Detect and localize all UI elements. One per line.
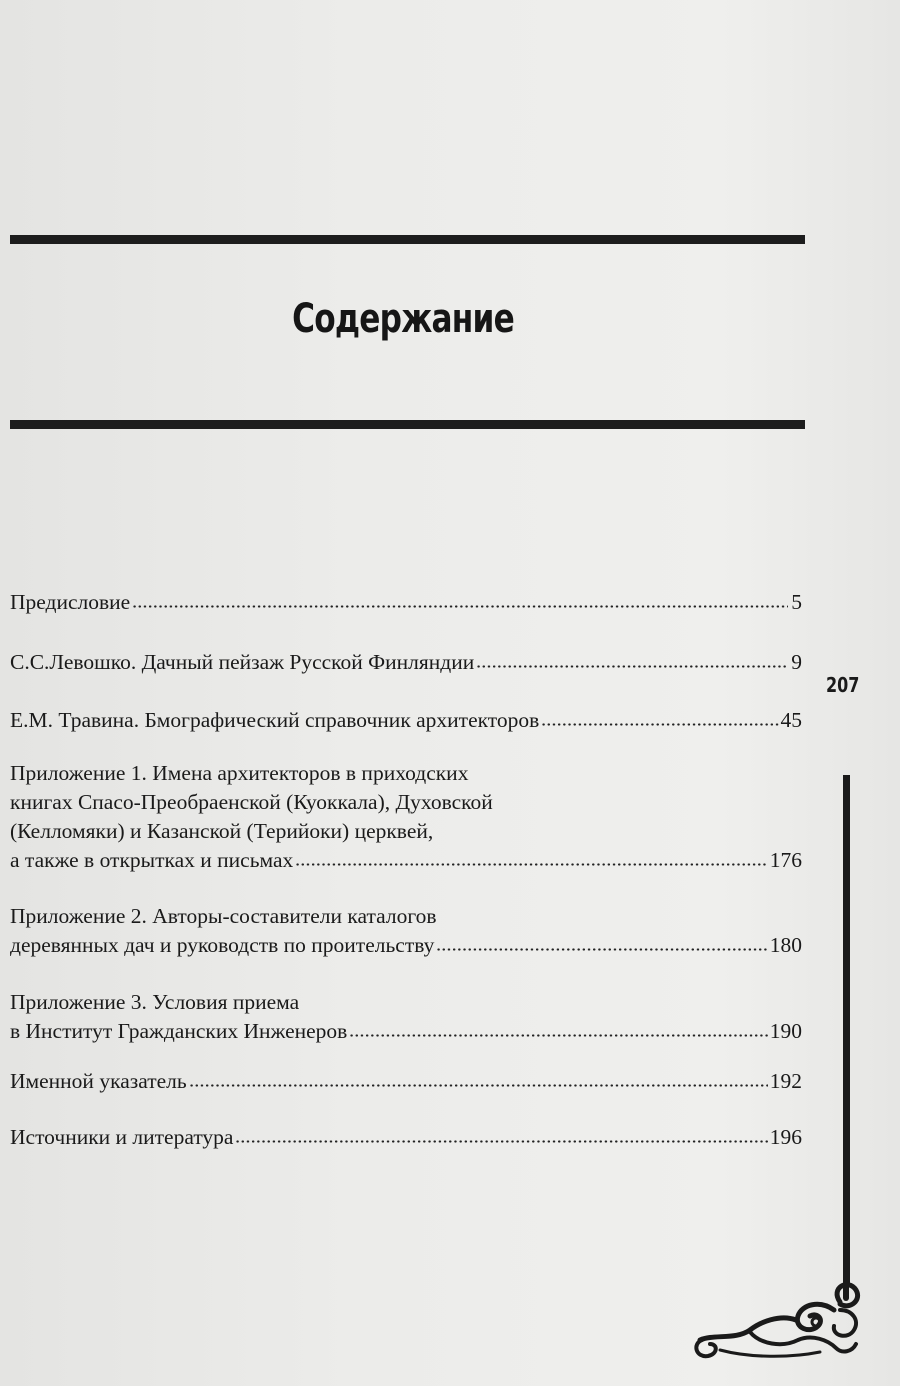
bottom-rule [10,420,805,429]
toc-entry-line: Приложение 1. Имена архитекторов в приходских [10,761,469,785]
toc-entry-line: (Келломяки) и Казанской (Терийоки) церквей, [10,819,434,843]
toc-entry-line: в Институт Гражданских Инженеров [10,1019,348,1043]
toc-entry-line: Приложение 2. Авторы-составители каталогов [10,904,437,928]
scroll-ornament-icon [690,1270,870,1365]
page-number: 207 [826,673,860,697]
toc-page-number: 192 [769,1069,802,1093]
toc-entry-line: Приложение 3. Условия приема [10,990,300,1014]
toc-entry-appendix-3 [10,988,802,1046]
toc-entry-line: книгах Спасо-Преобраенской (Куоккала), Духовской [10,790,493,814]
toc-page-number: 9 [791,650,802,674]
leader-dots [235,1127,767,1147]
leader-dots [476,652,788,672]
toc-entry-title: Именной указатель [10,1069,187,1093]
toc-entry-appendix-2 [10,902,802,960]
toc-entry-title: Е.М. Травина. Бмографический справочник архитекторов [10,708,540,732]
page-title: Содержание [292,296,515,342]
side-border-bar [843,775,850,1287]
toc-page-number: 176 [769,848,802,872]
toc-entry-title: Предисловие [10,590,131,614]
toc-entry-travina [10,706,802,735]
top-rule [10,235,805,244]
toc-page-number: 196 [769,1125,802,1149]
leader-dots [436,935,767,955]
toc-entry-appendix-1 [10,759,802,875]
toc-page-number: 180 [769,933,802,957]
leader-dots [295,850,767,870]
toc-entry-title: С.С.Левошко. Дачный пейзаж Русской Финляндии [10,650,475,674]
toc-entry-title: Источники и литература [10,1125,234,1149]
toc-entry-name-index [10,1067,802,1096]
toc-entry-levoshko [10,648,802,677]
leader-dots [132,592,788,612]
toc-page-number: 45 [780,708,802,732]
leader-dots [349,1021,767,1041]
toc-entry-sources [10,1123,802,1152]
toc-entry-preface [10,588,802,617]
leader-dots [189,1071,768,1091]
toc-page-number: 190 [769,1019,802,1043]
toc-entry-line: а также в открытках и письмах [10,848,294,872]
toc-entry-line: деревянных дач и руководств по проительству [10,933,435,957]
toc-page-number: 5 [791,590,802,614]
leader-dots [541,710,778,730]
